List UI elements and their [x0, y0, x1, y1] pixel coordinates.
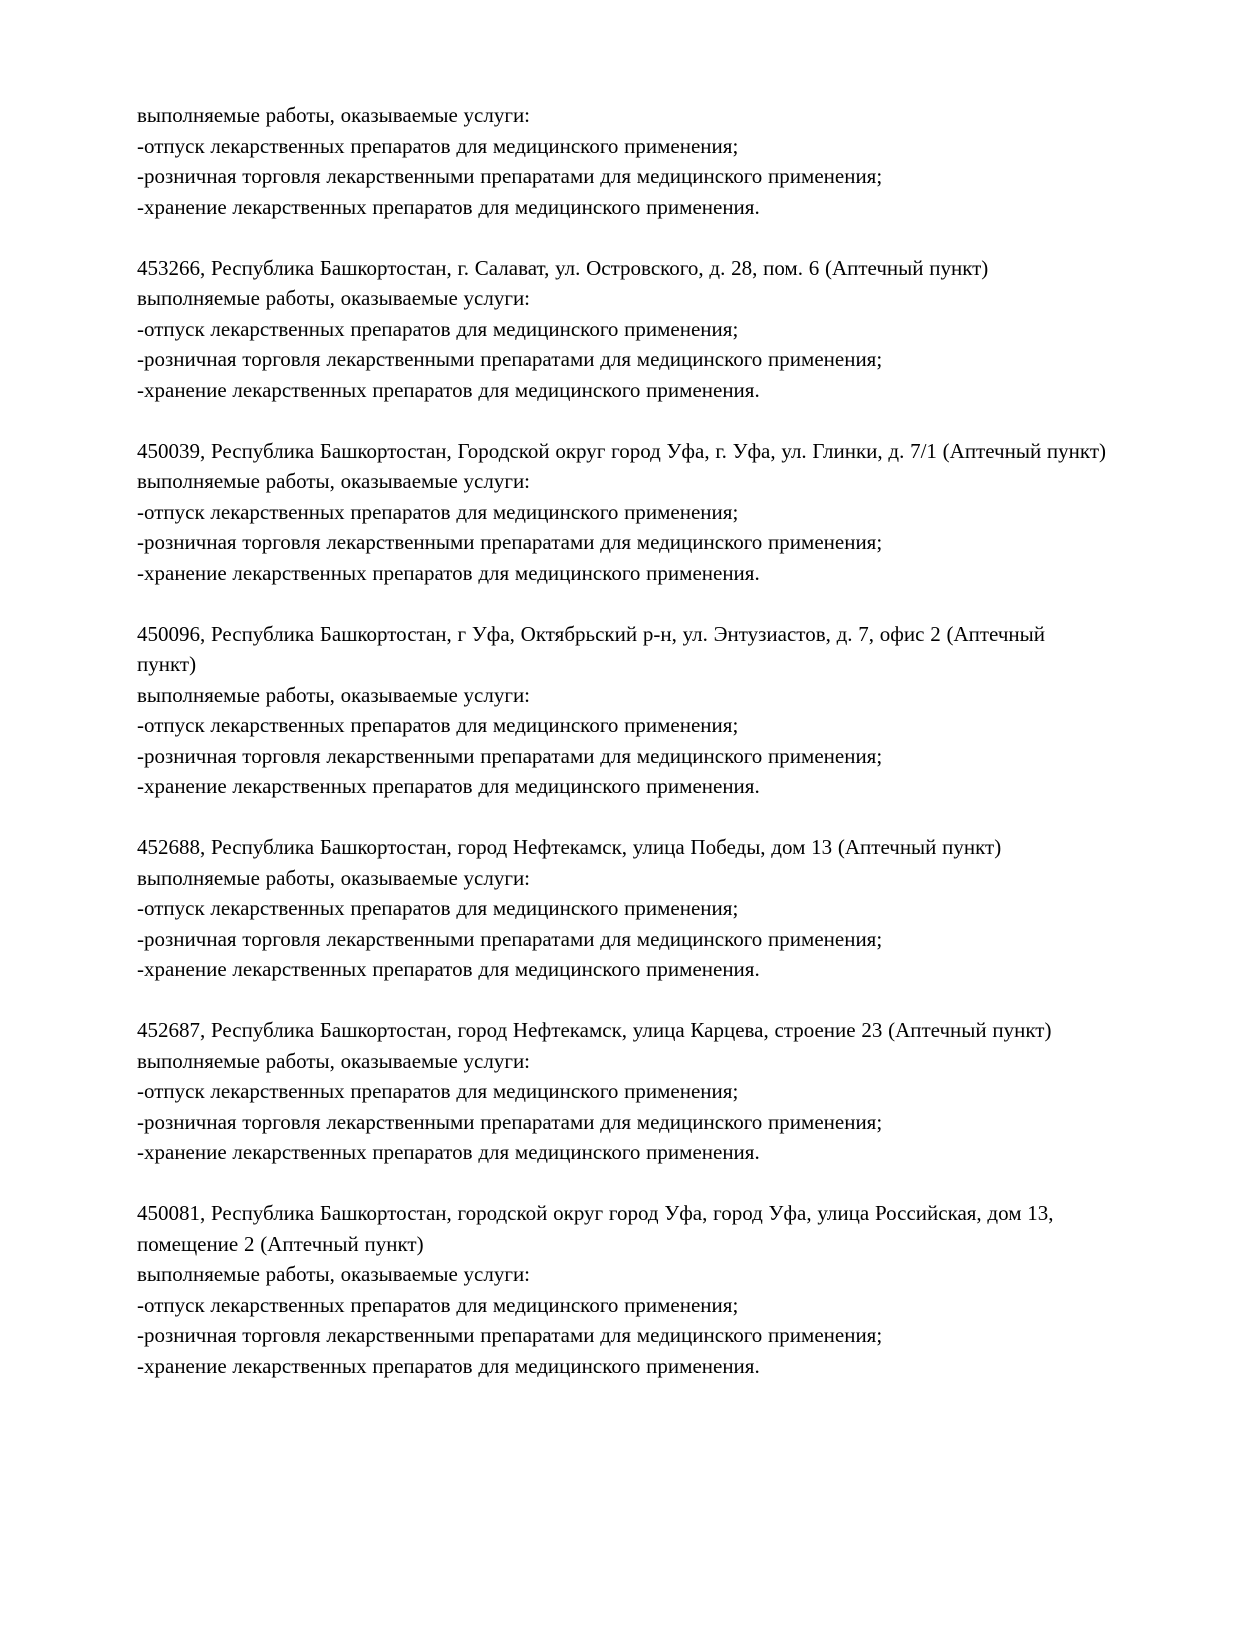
- license-address-entry: [137, 1015, 1109, 1168]
- service-item: -розничная торговля лекарственными препаратами для медицинского применения;: [137, 926, 883, 951]
- pharmacy-address: 450081, Республика Башкортостан, городской округ город Уфа, город Уфа, улица Российская, дом 13, помещение 2 (Аптечный пункт): [137, 1201, 1054, 1256]
- service-item: -хранение лекарственных препаратов для медицинского применения.: [137, 1140, 760, 1164]
- services-header: выполняемые работы, оказываемые услуги:: [137, 1048, 531, 1073]
- license-address-entry: [137, 619, 1109, 802]
- license-address-entry: [137, 436, 1109, 589]
- service-item: -отпуск лекарственных препаратов для медицинского применения;: [137, 713, 739, 737]
- service-item: -розничная торговля лекарственными препаратами для медицинского применения;: [137, 164, 883, 188]
- license-address-entry: [137, 832, 1109, 985]
- service-item: -розничная торговля лекарственными препаратами для медицинского применения;: [137, 743, 883, 768]
- service-item: -отпуск лекарственных препаратов для медицинского применения;: [137, 896, 739, 920]
- pharmacy-address: 452687, Республика Башкортостан, город Нефтекамск, улица Карцева, строение 23 (Аптечный пункт): [137, 1018, 1052, 1042]
- service-item: -хранение лекарственных препаратов для медицинского применения.: [137, 194, 760, 219]
- services-header: выполняемые работы, оказываемые услуги:: [137, 469, 531, 493]
- service-item: -хранение лекарственных препаратов для медицинского применения.: [137, 774, 760, 798]
- service-item: -розничная торговля лекарственными препаратами для медицинского применения;: [137, 1109, 883, 1134]
- service-item: -розничная торговля лекарственными препаратами для медицинского применения;: [137, 1323, 883, 1347]
- service-item: -отпуск лекарственных препаратов для медицинского применения;: [137, 316, 739, 341]
- service-item: -хранение лекарственных препаратов для медицинского применения.: [137, 957, 760, 981]
- service-item: -хранение лекарственных препаратов для медицинского применения.: [137, 560, 760, 585]
- license-address-entry: [137, 100, 1109, 222]
- license-address-entry: [137, 253, 1109, 406]
- services-header: выполняемые работы, оказываемые услуги:: [137, 286, 531, 310]
- service-item: -отпуск лекарственных препаратов для медицинского применения;: [137, 1079, 739, 1103]
- service-item: -хранение лекарственных препаратов для медицинского применения.: [137, 1353, 760, 1378]
- license-entries-list: [137, 100, 1109, 1412]
- services-header: выполняемые работы, оказываемые услуги:: [137, 1262, 531, 1286]
- service-item: -розничная торговля лекарственными препаратами для медицинского применения;: [137, 347, 883, 371]
- pharmacy-address: 452688, Республика Башкортостан, город Нефтекамск, улица Победы, дом 13 (Аптечный пункт): [137, 835, 1002, 859]
- service-item: -отпуск лекарственных препаратов для медицинского применения;: [137, 499, 739, 524]
- service-item: -отпуск лекарственных препаратов для медицинского применения;: [137, 1292, 739, 1317]
- services-header: выполняемые работы, оказываемые услуги:: [137, 865, 531, 890]
- license-address-entry: [137, 1198, 1109, 1381]
- service-item: -отпуск лекарственных препаратов для медицинского применения;: [137, 133, 739, 158]
- services-header: выполняемые работы, оказываемые услуги:: [137, 682, 531, 707]
- pharmacy-address: 453266, Республика Башкортостан, г. Салават, ул. Островского, д. 28, пом. 6 (Аптечный пункт): [137, 255, 989, 280]
- pharmacy-address: 450039, Республика Башкортостан, Городской округ город Уфа, г. Уфа, ул. Глинки, д. 7/1 (Аптечный пункт): [137, 438, 1107, 463]
- service-item: -розничная торговля лекарственными препаратами для медицинского применения;: [137, 530, 883, 554]
- pharmacy-address: 450096, Республика Башкортостан, г Уфа, Октябрьский р-н, ул. Энтузиастов, д. 7, офис 2 (Аптечный пункт): [137, 621, 1045, 676]
- services-header: выполняемые работы, оказываемые услуги:: [137, 103, 531, 127]
- service-item: -хранение лекарственных препаратов для медицинского применения.: [137, 377, 760, 402]
